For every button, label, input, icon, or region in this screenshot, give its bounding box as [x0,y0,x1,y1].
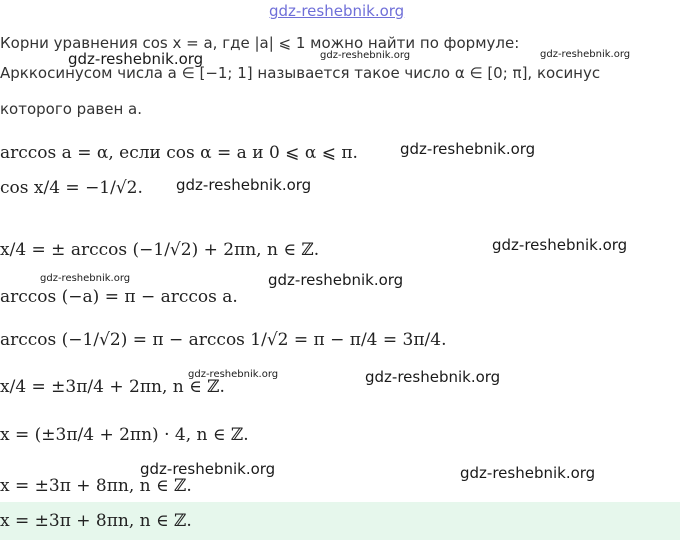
step-8-text: x = ±3π + 8πn, n ∈ ℤ. [0,476,192,496]
watermark: gdz-reshebnik.org [400,140,536,158]
step-2-text: cos x/4 = −1/√2. [0,178,143,198]
step-substituted [0,377,225,397]
step-arccos-definition [0,143,358,163]
step-arccos-value [0,330,446,350]
watermark: gdz-reshebnik.org [320,50,411,61]
step-5-text: arccos (−1/√2) = π − arccos 1/√2 = π − π/4 = 3π/4. [0,330,447,350]
step-6-text: x/4 = ±3π/4 + 2πn, n ∈ ℤ. [0,377,225,397]
watermark: gdz-reshebnik.org [492,236,628,254]
step-7-text: x = (±3π/4 + 2πn) · 4, n ∈ ℤ. [0,425,249,445]
step-equation [0,178,143,198]
step-general-solution [0,240,319,260]
step-multiply-by-4 [0,425,249,445]
intro-line-3-text: которого равен a. [0,100,142,118]
answer-text: x = ±3π + 8πn, n ∈ ℤ. [0,511,192,531]
step-1-text: arccos a = α, если cos α = a и 0 ⩽ α ⩽ π. [0,143,358,163]
step-4-text: arccos (−a) = π − arccos a. [0,287,238,307]
intro-line-1-text: Корни уравнения cos x = a, где |a| ⩽ 1 можно найти по формуле: [0,34,520,52]
site-watermark-top: gdz-reshebnik.org [269,2,405,20]
watermark: gdz-reshebnik.org [68,50,204,68]
intro-line-2-text: Арккосинусом числа a ∈ [−1; 1] называется такое число α ∈ [0; π], косинус [0,64,601,82]
intro-line-3 [0,100,142,118]
step-3-text: x/4 = ± arccos (−1/√2) + 2πn, n ∈ ℤ. [0,240,320,260]
step-arccos-negative-rule [0,287,238,307]
answer-highlight [0,502,680,540]
watermark: gdz-reshebnik.org [176,176,312,194]
watermark: gdz-reshebnik.org [140,460,276,478]
watermark: gdz-reshebnik.org [365,368,501,386]
answer-line [0,511,192,531]
watermark: gdz-reshebnik.org [540,49,631,60]
watermark: gdz-reshebnik.org [460,464,596,482]
watermark: gdz-reshebnik.org [40,273,131,284]
watermark: gdz-reshebnik.org [188,369,279,380]
watermark: gdz-reshebnik.org [268,271,404,289]
step-simplified [0,476,192,496]
